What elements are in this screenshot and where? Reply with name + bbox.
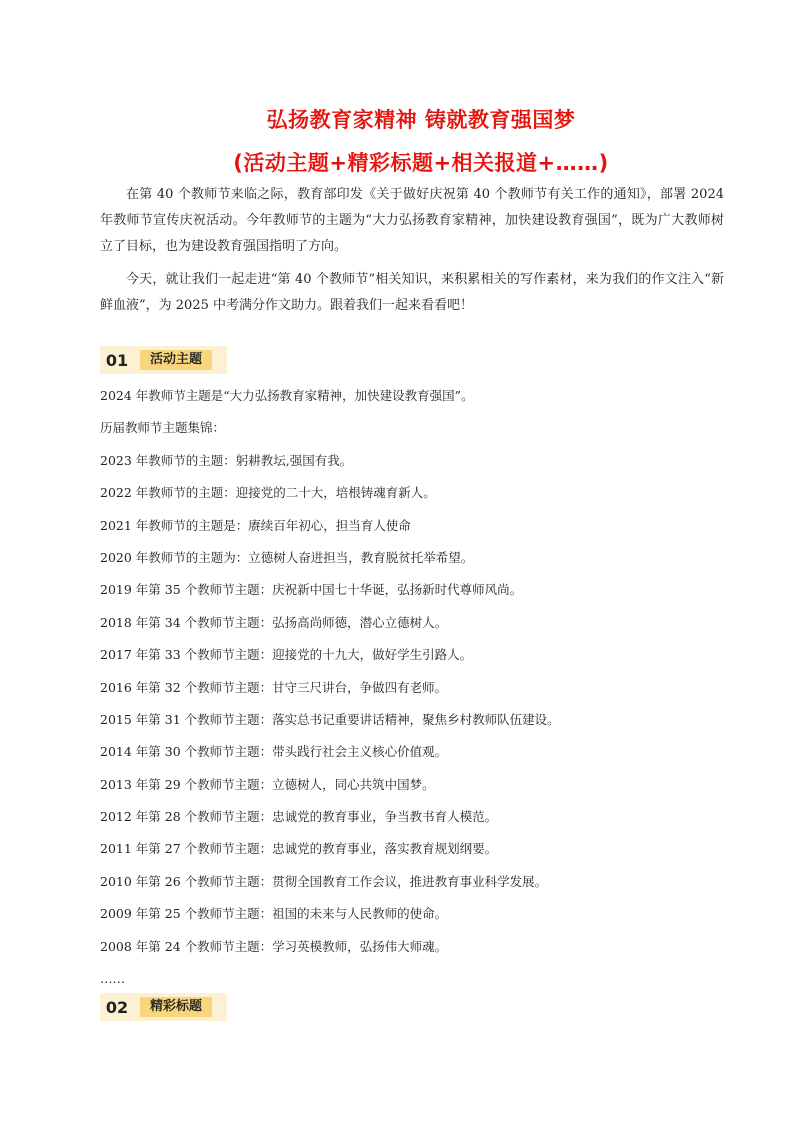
theme-line: 2010 年第 26 个教师节主题：贯彻全国教育工作会议，推进教育事业科学发展。 [100, 873, 548, 889]
theme-line: …… [100, 971, 125, 987]
theme-line: 2023 年教师节的主题：躬耕教坛,强国有我。 [100, 452, 353, 468]
theme-line: 2019 年第 35 个教师节主题：庆祝新中国七十华诞，弘扬新时代尊师风尚。 [100, 582, 523, 598]
theme-list [100, 386, 740, 1001]
theme-line: 2009 年第 25 个教师节主题：祖国的未来与人民教师的使命。 [100, 906, 448, 922]
theme-line: 2011 年第 27 个教师节主题：忠诚党的教育事业，落实教育规划纲要。 [100, 841, 498, 857]
theme-line: 2016 年第 32 个教师节主题：甘守三尺讲台，争做四有老师。 [100, 679, 448, 695]
theme-line: 2013 年第 29 个教师节主题：立德树人，同心共筑中国梦。 [100, 776, 435, 792]
theme-line: 历届教师节主题集锦： [100, 420, 226, 436]
theme-line: 2018 年第 34 个教师节主题：弘扬高尚师德，潜心立德树人。 [100, 614, 448, 630]
doc-title: 弘扬教育家精神 铸就教育强国梦 [266, 108, 576, 132]
doc-subtitle: (活动主题+精彩标题+相关报道+……) [233, 151, 609, 175]
section-label: 精彩标题 [140, 997, 212, 1017]
theme-line: 2022 年教师节的主题：迎接党的二十大，培根铸魂育新人。 [100, 485, 436, 501]
theme-line: 2015 年第 31 个教师节主题：落实总书记重要讲话精神，聚焦乡村教师队伍建设。 [100, 711, 560, 727]
section-label: 活动主题 [140, 350, 212, 370]
theme-line: 2021 年教师节的主题是：赓续百年初心，担当育人使命 [100, 517, 411, 533]
intro-text [100, 182, 724, 326]
theme-line: 2024 年教师节主题是“大力弘扬教育家精神，加快建设教育强国”。 [100, 388, 474, 403]
section-header-featured-titles [100, 993, 227, 1021]
intro-paragraph-1: 在第 40 个教师节来临之际，教育部印发《关于做好庆祝第 40 个教师节有关工作的通知》，部署 2024 年教师节宣传庆祝活动。今年教师节的主题为“大力弘扬教育家精神，加快建设教育强国”，既为广大教师树立了目标，也为建设教育强国指明了方向。 [100, 187, 724, 254]
theme-line: 2017 年第 33 个教师节主题：迎接党的十九大，做好学生引路人。 [100, 647, 473, 663]
theme-line: 2020 年教师节的主题为：立德树人奋进担当，教育脱贫托举希望。 [100, 549, 474, 565]
section-header-activity-theme [100, 346, 227, 374]
theme-line: 2012 年第 28 个教师节主题：忠诚党的教育事业，争当教书育人模范。 [100, 809, 498, 825]
theme-line: 2008 年第 24 个教师节主题：学习英模教师，弘扬伟大师魂。 [100, 938, 448, 954]
section-number: 01 [105, 350, 129, 370]
intro-paragraph-2: 今天，就让我们一起走进“第 40 个教师节”相关知识，来积累相关的写作素材，来为我们的作文注入“新鲜血液”，为 2025 中考满分作文助力。跟着我们一起来看看吧！ [100, 272, 724, 313]
theme-line: 2014 年第 30 个教师节主题：带头践行社会主义核心价值观。 [100, 744, 448, 760]
section-number: 02 [105, 997, 129, 1017]
